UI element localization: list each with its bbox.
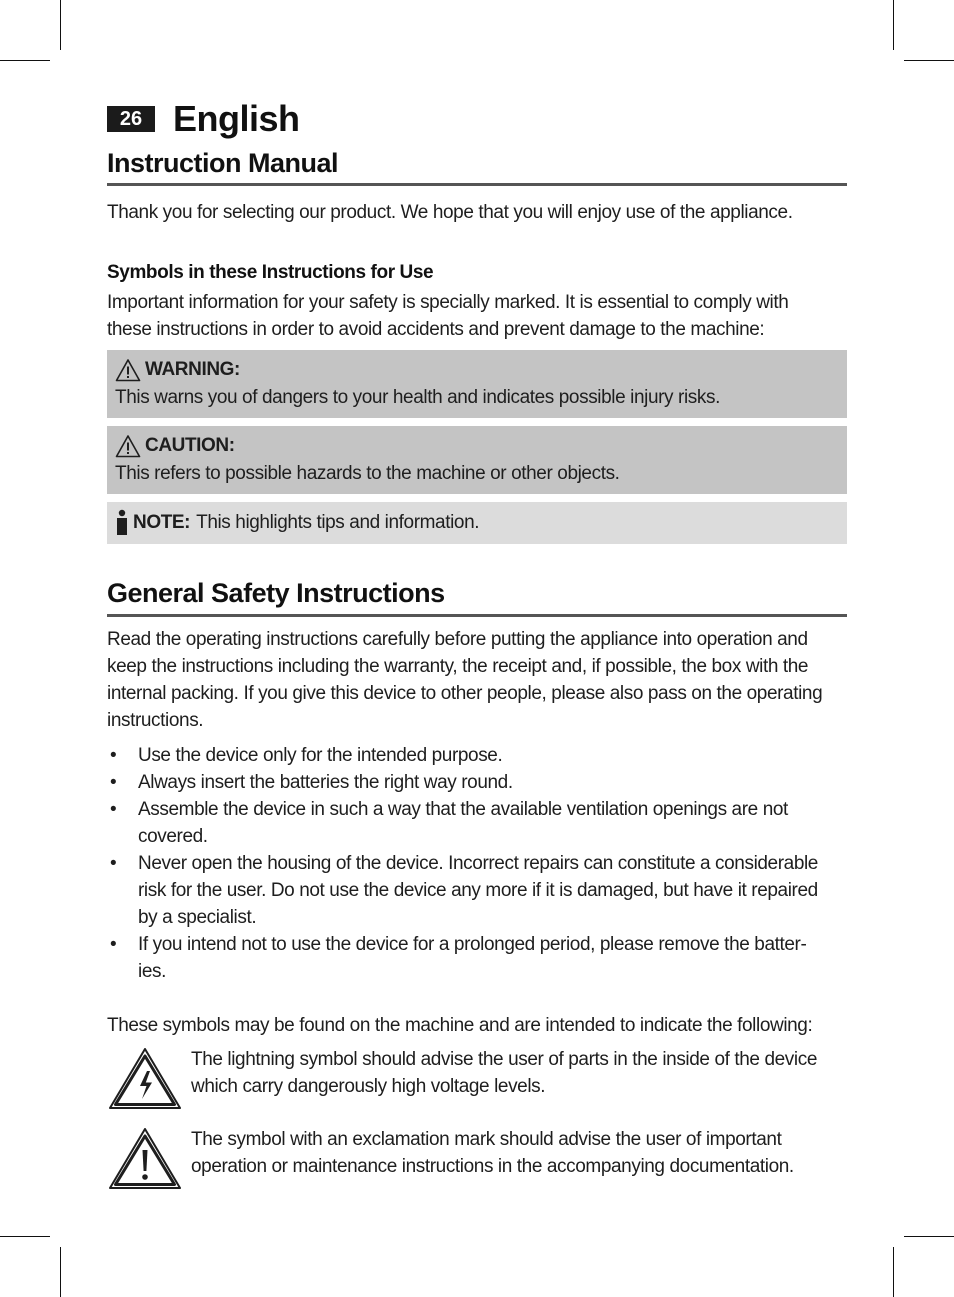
list-item — [107, 796, 847, 850]
instruction-manual-heading: Instruction Manual — [107, 148, 847, 186]
paragraph-line: Important information for your safety is specially marked. It is essential to comply with — [107, 292, 789, 313]
crop-mark — [60, 1247, 61, 1297]
symbols-paragraph — [107, 289, 847, 343]
exclamation-symbol-text — [191, 1126, 794, 1180]
language-title: English — [173, 98, 300, 139]
bullet-icon: • — [110, 934, 117, 955]
caution-label: CAUTION: — [145, 435, 235, 456]
crop-mark — [893, 1247, 894, 1297]
page-content — [107, 100, 847, 1192]
page-header — [107, 100, 847, 138]
warning-triangle-icon — [115, 358, 141, 382]
lightning-symbol-row — [107, 1046, 847, 1112]
paragraph-line: internal packing. If you give this device to other people, please also pass on the operating — [107, 683, 823, 704]
paragraph-line: The lightning symbol should advise the user of parts in the inside of the device — [191, 1049, 817, 1070]
info-icon — [115, 509, 129, 537]
symbols-intro: These symbols may be found on the machine and are intended to indicate the following: — [107, 1015, 813, 1036]
list-item — [107, 769, 847, 796]
list-item-line: Never open the housing of the device. Incorrect repairs can constitute a considerable — [138, 853, 818, 874]
paragraph-line: these instructions in order to avoid accidents and prevent damage to the machine: — [107, 319, 765, 340]
list-item-line: If you intend not to use the device for a prolonged period, please remove the batter- — [138, 934, 807, 955]
bullet-icon: • — [110, 799, 117, 820]
warning-label: WARNING: — [145, 359, 240, 380]
lightning-triangle-icon — [107, 1046, 183, 1112]
warning-triangle-icon — [115, 434, 141, 458]
crop-mark — [904, 1236, 954, 1237]
paragraph-line: operation or maintenance instructions in the accompanying documentation. — [191, 1156, 794, 1177]
list-item-line: Always insert the batteries the right way round. — [138, 772, 513, 793]
note-box — [107, 502, 847, 544]
lightning-symbol-text — [191, 1046, 817, 1100]
exclamation-triangle-icon — [107, 1126, 183, 1192]
note-label: NOTE: — [133, 512, 191, 533]
list-item-line: Assemble the device in such a way that the available ventilation openings are not — [138, 799, 788, 820]
list-item-line: ies. — [138, 961, 166, 982]
warning-text: This warns you of dangers to your health and indicates possible injury risks. — [115, 387, 720, 408]
bullet-icon: • — [110, 853, 117, 874]
caution-text: This refers to possible hazards to the machine or other objects. — [115, 463, 620, 484]
crop-mark — [904, 60, 954, 61]
crop-mark — [0, 60, 50, 61]
list-item-line: covered. — [138, 826, 208, 847]
list-item — [107, 931, 847, 985]
list-item-line: Use the device only for the intended purpose. — [138, 745, 503, 766]
list-item — [107, 742, 847, 769]
exclamation-symbol-row — [107, 1126, 847, 1192]
bullet-icon: • — [110, 745, 117, 766]
crop-mark — [60, 0, 61, 50]
bullet-icon: • — [110, 772, 117, 793]
list-item-line: by a specialist. — [138, 907, 257, 928]
crop-mark — [893, 0, 894, 50]
crop-mark — [0, 1236, 50, 1237]
paragraph-line: Read the operating instructions carefully before putting the appliance into operation and — [107, 629, 808, 650]
list-item-line: risk for the user. Do not use the device any more if it is damaged, but have it repaired — [138, 880, 818, 901]
general-safety-intro — [107, 626, 847, 734]
general-safety-heading: General Safety Instructions — [107, 578, 847, 617]
list-item — [107, 850, 847, 931]
paragraph-line: instructions. — [107, 710, 204, 731]
page-number: 26 — [107, 106, 155, 132]
note-text: This highlights tips and information. — [196, 512, 480, 533]
intro-paragraph: Thank you for selecting our product. We hope that you will enjoy use of the appliance. — [107, 202, 793, 223]
caution-box — [107, 426, 847, 494]
paragraph-line: keep the instructions including the warranty, the receipt and, if possible, the box with the — [107, 656, 809, 677]
symbols-subheading: Symbols in these Instructions for Use — [107, 262, 434, 283]
paragraph-line: The symbol with an exclamation mark should advise the user of important — [191, 1129, 782, 1150]
paragraph-line: which carry dangerously high voltage levels. — [191, 1076, 546, 1097]
safety-bullet-list — [107, 742, 847, 985]
warning-box — [107, 350, 847, 418]
